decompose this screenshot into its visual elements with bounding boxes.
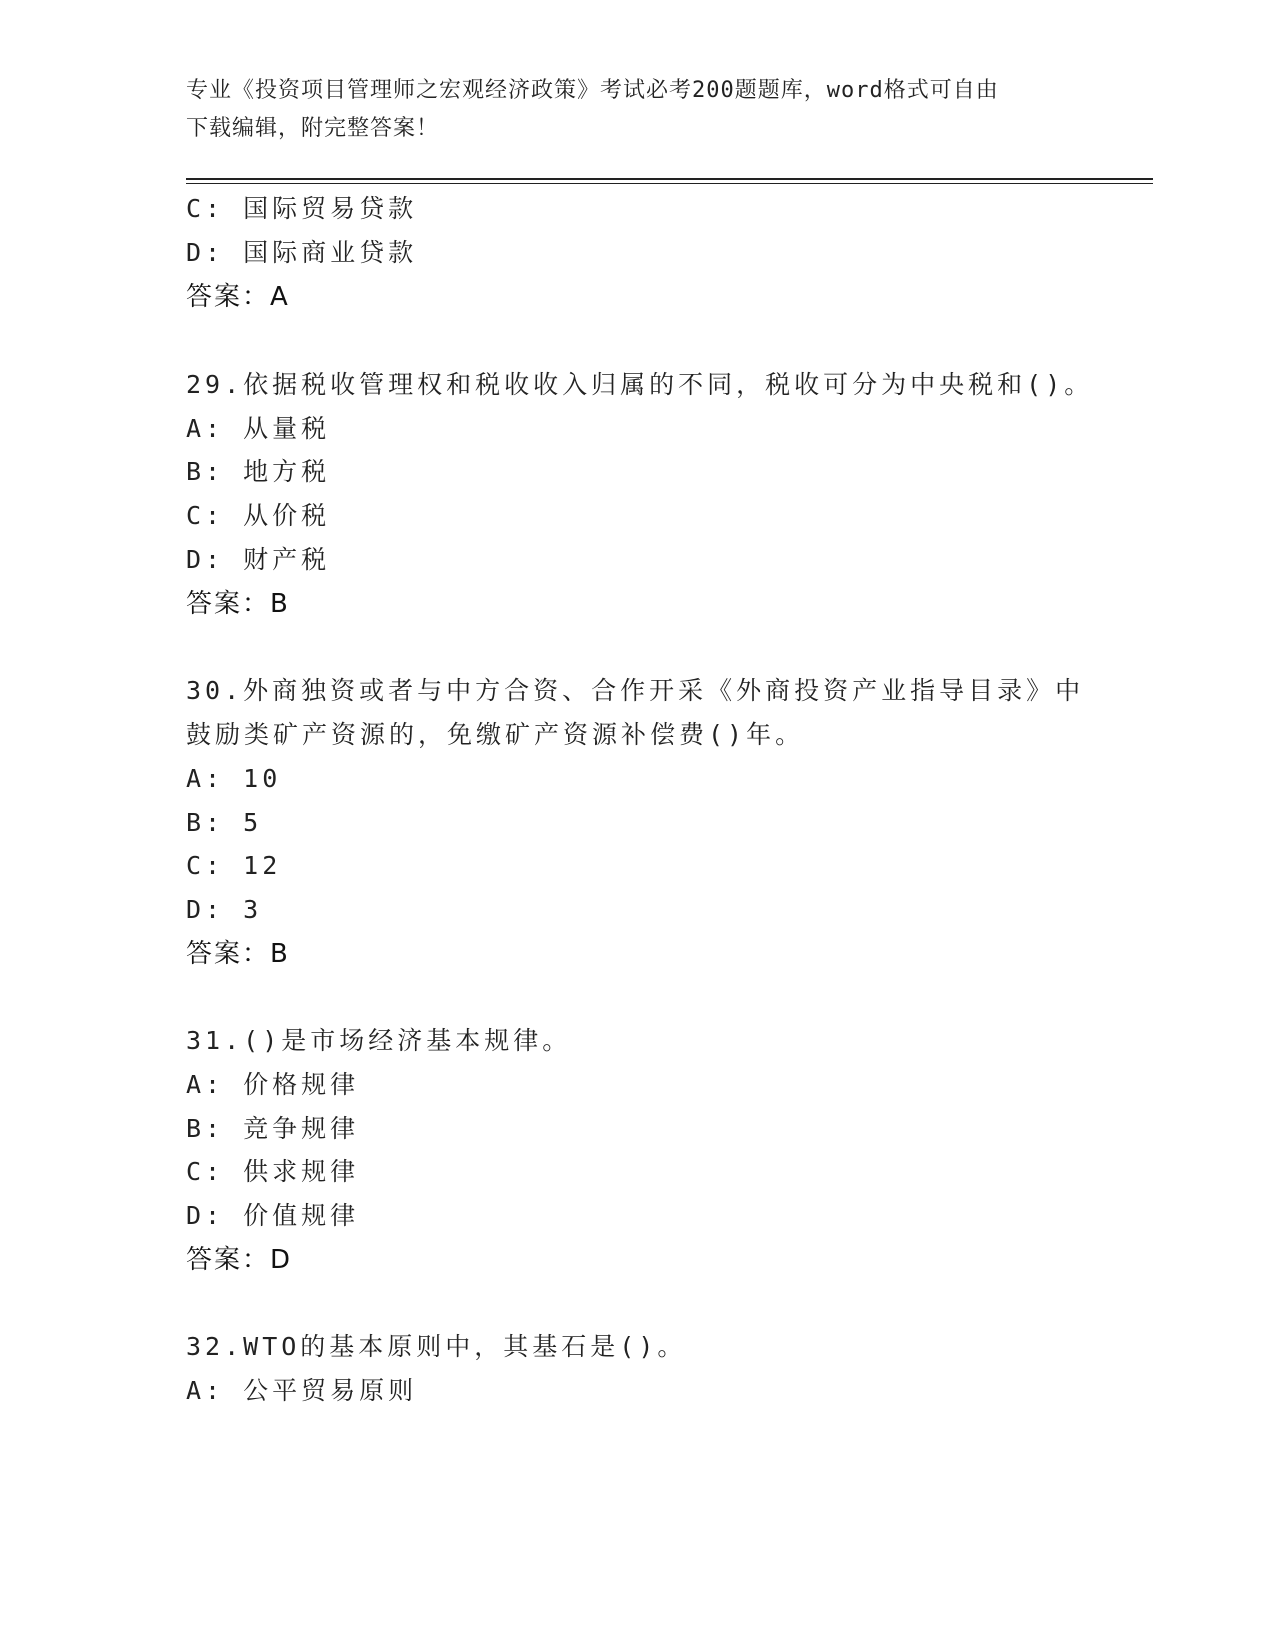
q30-option-a: A: 10 <box>186 764 282 793</box>
q29-answer: 答案：B <box>186 589 290 619</box>
header-line-1: 专业《投资项目管理师之宏观经济政策》考试必考200题题库，word格式可自由 <box>186 78 999 103</box>
q31-option-b: B: 竞争规律 <box>186 1114 360 1143</box>
q30-option-b: B: 5 <box>186 808 263 837</box>
q31-option-a: A: 价格规律 <box>186 1070 360 1099</box>
header-divider-thick <box>186 178 1153 180</box>
q29-option-b: B: 地方税 <box>186 457 331 486</box>
q30-option-d: D: 3 <box>186 895 263 924</box>
q30-question-line-2: 鼓励类矿产资源的，免缴矿产资源补偿费()年。 <box>186 720 805 749</box>
q30-answer: 答案：B <box>186 939 290 969</box>
q28-option-d: D: 国际商业贷款 <box>186 238 418 267</box>
document-header <box>186 72 1086 148</box>
q32-question: 32.WTO的基本原则中，其基石是()。 <box>186 1332 687 1361</box>
q29-question: 29.依据税收管理权和税收收入归属的不同，税收可分为中央税和()。 <box>186 370 1094 399</box>
q31-option-c: C: 供求规律 <box>186 1157 360 1186</box>
header-divider-thin <box>186 183 1153 184</box>
q31-question: 31.()是市场经济基本规律。 <box>186 1026 572 1055</box>
q28-answer: 答案：A <box>186 282 290 312</box>
q31-answer: 答案：D <box>186 1245 293 1275</box>
q28-option-c: C: 国际贸易贷款 <box>186 194 418 223</box>
q32-option-a: A: 公平贸易原则 <box>186 1376 418 1405</box>
q29-option-c: C: 从价税 <box>186 501 331 530</box>
header-line-2: 下载编辑，附完整答案！ <box>186 116 440 141</box>
q29-option-d: D: 财产税 <box>186 545 331 574</box>
q31-option-d: D: 价值规律 <box>186 1201 360 1230</box>
q30-option-c: C: 12 <box>186 851 282 880</box>
q29-option-a: A: 从量税 <box>186 414 331 443</box>
q30-question-line-1: 30.外商独资或者与中方合资、合作开采《外商投资产业指导目录》中 <box>186 676 1085 705</box>
